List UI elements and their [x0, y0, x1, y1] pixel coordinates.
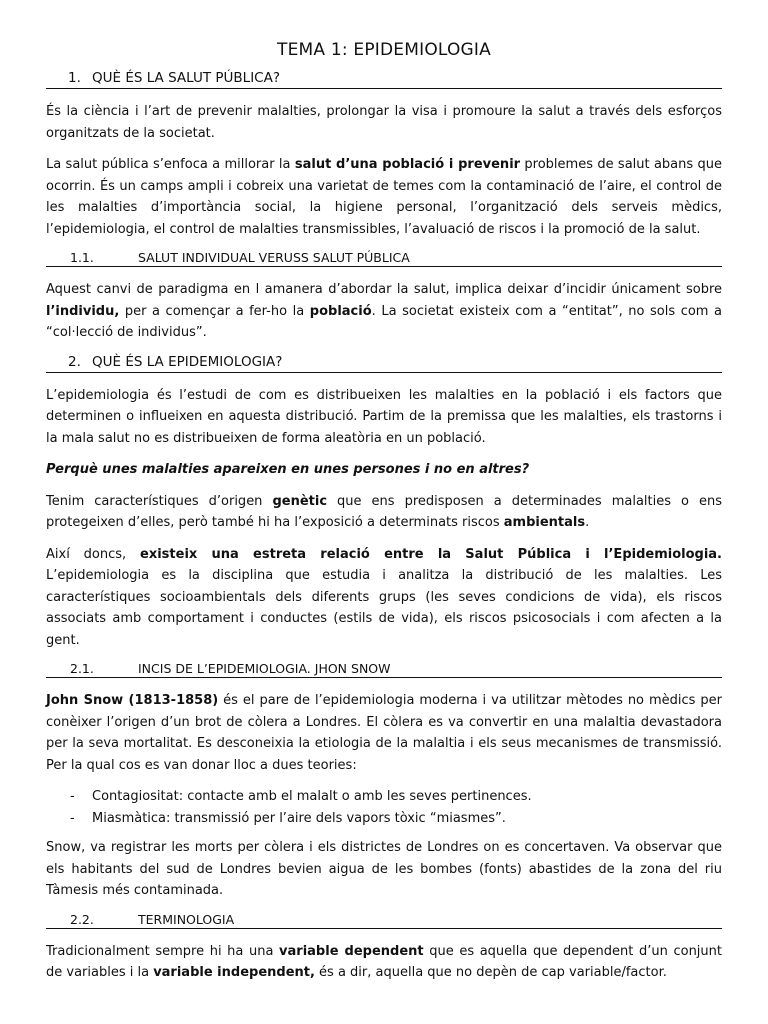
- paragraph: Snow, va registrar les morts per còlera i els districtes de Londres on es concertaven. Va observar que els habitants del sud de Londres bevien aigua de les bombes (fonts) abastides de la zona del riu Tàmesis més contaminada.: [46, 840, 722, 898]
- paragraph: [46, 279, 722, 344]
- text-run: Aquest canvi de paradigma en l amanera d’abordar la salut, implica deixar d’incidir únicament sobre: [46, 282, 722, 297]
- text-run: problemes de salut abans que ocorrin. És un camps ampli i cobreix una varietat de temes com la contaminació de l’aire, el control de les malalties d’importància social, la higiene personal, l’organització dels serveis mèdics, l’epidemiologia, el control de malalties transmissibles, l’avaluació de riscos i la promoció de la salut.: [46, 157, 722, 237]
- section-title: QUÈ ÉS LA EPIDEMIOLOGIA?: [92, 353, 283, 370]
- document-page: [46, 40, 722, 994]
- paragraph: [46, 690, 722, 776]
- bold-text: ambientals: [503, 515, 586, 530]
- subsection-heading-1-1: [46, 250, 722, 267]
- list-item-text: Contagiositat: contacte amb el malalt o amb les seves pertinences.: [92, 789, 532, 804]
- bold-text: l’individu,: [46, 303, 120, 319]
- section-title: INCIS DE L’EPIDEMIOLOGIA. JHON SNOW: [138, 661, 391, 676]
- dash-bullet: -: [70, 810, 75, 826]
- paragraph: [46, 154, 722, 240]
- dash-bullet: -: [70, 789, 75, 804]
- section-number: 2.: [68, 353, 81, 370]
- text-run: és a dir, aquella que no depèn de cap variable/factor.: [314, 965, 667, 980]
- list-item-text: Miasmàtica: transmissió per l’aire dels vapors tòxic “miasmes”.: [92, 810, 506, 826]
- paragraph: L’epidemiologia és l’estudi de com es distribueixen les malalties en la població i els factors que determinen o influeixen en aquesta distribució. Partim de la premissa que les malalties, els trastorns i la mala salut no es distribueixen de forma aleatòria en un població.: [46, 387, 722, 446]
- subsection-heading-2-1: [46, 661, 722, 678]
- text-run: que ens predisposen a determinades malalties o ens protegeixen d’elles, però també hi ha l’exposició a determinats riscos: [46, 493, 723, 530]
- section-title: QUÈ ÉS LA SALUT PÚBLICA?: [92, 70, 281, 86]
- text-run: .: [585, 515, 590, 530]
- bold-text: variable independent,: [153, 965, 315, 980]
- text-run: que es aquella que dependent d’un conjunt de variables i la: [46, 943, 722, 980]
- bold-text: salut d’una població i prevenir: [294, 157, 521, 172]
- list-item: [46, 808, 722, 830]
- list-item: [46, 786, 722, 808]
- paragraph: [46, 544, 722, 652]
- text-run: Tradicionalment sempre hi ha una: [46, 943, 280, 959]
- section-number: 2.2.: [70, 911, 94, 927]
- text-run: . La societat existeix com a “entitat”, no sols com a “col·lecció de individus”.: [46, 303, 722, 340]
- bold-text: població: [309, 303, 372, 319]
- bold-text: John Snow (1813-1858): [46, 693, 219, 708]
- section-number: 1.1.: [70, 250, 94, 265]
- text-run: Així doncs,: [46, 546, 141, 562]
- subsection-heading-2-2: [46, 912, 722, 929]
- question-text: Perquè unes malalties apareixen en unes persones i no en altres?: [46, 462, 530, 477]
- text-run: L’epidemiologia es la disciplina que estudia i analitza la distribució de les malalties. Les característiques socioambientals dels diferents grups (les seves condicions de vida), els riscos associats amb comportament i conductes (estils de vida), els riscos psicosocials i com afecten a la gent.: [46, 568, 722, 648]
- section-title: SALUT INDIVIDUAL VERUSS SALUT PÚBLICA: [138, 250, 410, 265]
- text-run: per a començar a fer-ho la: [119, 303, 310, 319]
- text-run: és el pare de l’epidemiologia moderna i va utilitzar mètodes no mèdics per conèixer l’origen d’un brot de còlera a Londres. El còlera es va convertir en una malaltia devastadora per la seva mortalitat. Es desconeixia la etiologia de la malaltia i els seus mecanismes de transmissió. Per la qual cos es van donar lloc a dues teories:: [46, 693, 722, 773]
- paragraph: És la ciència i l’art de prevenir malalties, prolongar la visa i promoure la salut a través dels esforços organitzats de la societat.: [46, 104, 722, 141]
- paragraph: [46, 491, 722, 534]
- text-run: La salut pública s’enfoca a millorar la: [46, 157, 295, 172]
- section-heading-1: [46, 70, 722, 89]
- bullet-list: [46, 786, 722, 829]
- section-title: TERMINOLOGIA: [138, 911, 235, 927]
- bold-text: existeix una estreta relació entre la Salut Pública i l’Epidemiologia.: [140, 546, 722, 562]
- text-run: Tenim característiques d’origen: [46, 493, 273, 509]
- section-heading-2: [46, 354, 722, 373]
- section-number: 1.: [68, 70, 81, 86]
- section-number: 2.1.: [70, 661, 94, 676]
- bold-text: variable dependent: [279, 943, 424, 959]
- paragraph: [46, 941, 722, 984]
- bold-text: genètic: [272, 493, 328, 509]
- document-title: TEMA 1: EPIDEMIOLOGIA: [277, 40, 491, 60]
